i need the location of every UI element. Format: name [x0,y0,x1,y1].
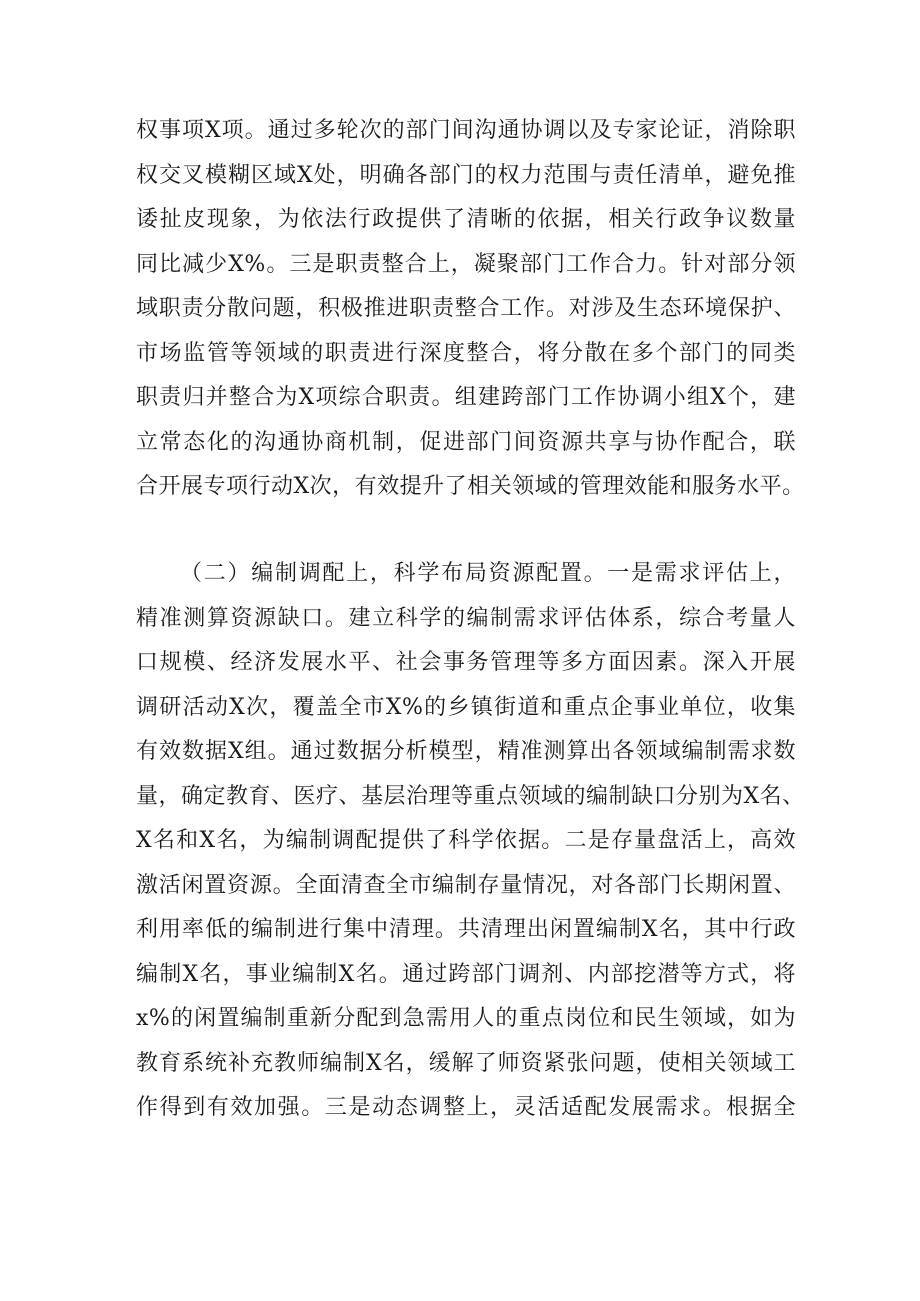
text-line: 同比减少X%。三是职责整合上，凝聚部门工作合力。针对部分领 [136,251,796,277]
text-line: 口规模、经济发展水平、社会事务管理等多方面因素。深入开展 [136,650,796,675]
text-line: 量，确定教育、医疗、基层治理等重点领域的编制缺口分别为X名、 [136,783,805,809]
text-line: 职责归并整合为X项综合职责。组建跨部门工作协调小组X个，建 [136,385,796,410]
text-line: 有效数据X组。通过数据分析模型，精准测算出各领域编制需求数 [136,739,796,764]
text-line: 诿扯皮现象，为依法行政提供了清晰的依据，相关行政争议数量 [136,207,796,232]
text-line: 权交叉模糊区域X处，明确各部门的权力范围与责任清单，避免推 [136,162,796,188]
text-line: 调研活动X次，覆盖全市X%的乡镇街道和重点企事业单位，收集 [136,694,796,720]
text-line: 合开展专项行动X次，有效提升了相关领域的管理效能和服务水平。 [136,474,805,499]
text-line: 市场监管等领域的职责进行深度整合，将分散在多个部门的同类 [136,340,796,366]
paragraph-1 [136,109,805,510]
text-line: x%的闲置编制重新分配到急需用人的重点岗位和民生领域，如为 [136,1006,796,1031]
text-line: 作得到有效加强。三是动态调整上，灵活适配发展需求。根据全 [136,1095,796,1120]
section-heading-line: （二）编制调配上，科学布局资源配置。一是需求评估上， [180,561,796,586]
text-line: X名和X名，为编制调配提供了科学依据。二是存量盘活上，高效 [136,828,796,853]
text-line: 激活闲置资源。全面清查全市编制存量情况，对各部门长期闲置、 [136,872,796,898]
paragraph-2 [136,552,805,1131]
text-line: 编制X名，事业编制X名。通过跨部门调剂、内部挖潜等方式，将 [136,961,796,987]
text-line: 立常态化的沟通协商机制，促进部门间资源共享与协作配合，联 [136,429,796,455]
text-line: 教育系统补充教师编制X名，缓解了师资紧张问题，使相关领域工 [136,1050,796,1076]
text-line: 利用率低的编制进行集中清理。共清理出闲置编制X名，其中行政 [136,917,796,942]
text-line: 域职责分散问题，积极推进职责整合工作。对涉及生态环境保护、 [136,296,796,321]
text-line: 权事项X项。通过多轮次的部门间沟通协调以及专家论证，消除职 [136,118,796,143]
text-line: 精准测算资源缺口。建立科学的编制需求评估体系，综合考量人 [136,605,796,631]
